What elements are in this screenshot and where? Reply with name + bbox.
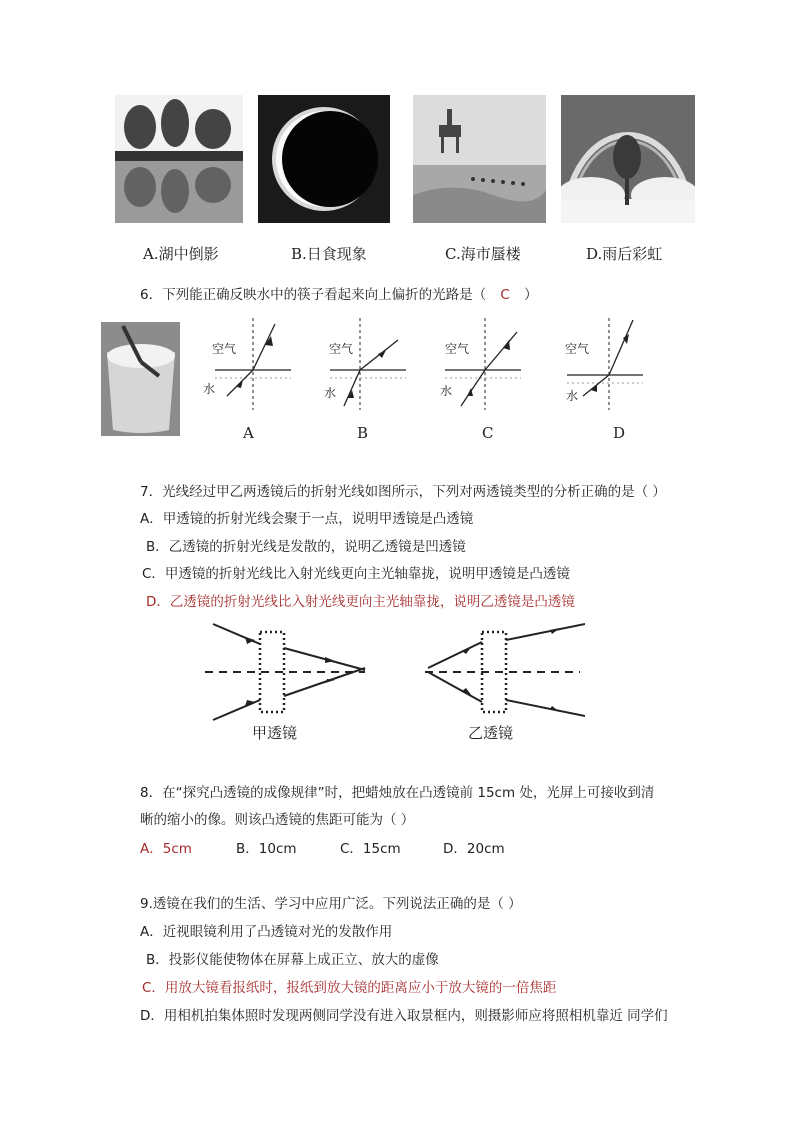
lens-a-diagram: [205, 624, 365, 720]
q6-answer: C: [500, 287, 510, 303]
caption-c: C.海市蜃楼: [445, 245, 521, 263]
q9-option-c: C．用放大镜看报纸时，报纸到放大镜的距离应小于放大镜的一倍焦距: [142, 980, 557, 996]
q6-close: ）: [524, 287, 538, 303]
diagram-b: [330, 318, 406, 410]
q9-question: 9.透镜在我们的生活、学习中应用广泛。下列说法正确的是（ ）: [140, 896, 522, 912]
diagram-label-a: A: [243, 424, 254, 442]
photo-solar-eclipse: [258, 95, 390, 223]
lens-b-diagram: [425, 624, 585, 716]
q9-option-a: A．近视眼镜利用了凸透镜对光的发散作用: [140, 924, 393, 940]
diagram-label-b: B: [357, 424, 369, 442]
caption-d: D.雨后彩虹: [586, 245, 663, 263]
q8-option-d: D．20cm: [443, 841, 505, 857]
diagram-d-water: 水: [566, 389, 579, 403]
q7-option-a: A．甲透镜的折射光线会聚于一点，说明甲透镜是凸透镜: [140, 511, 474, 527]
q7-option-d: D．乙透镜的折射光线比入射光线更向主光轴靠拢，说明乙透镜是凸透镜: [146, 594, 575, 610]
diagram-b-air: 空气: [329, 342, 354, 356]
diagram-c-water: 水: [440, 384, 453, 398]
lens-diagrams: [205, 620, 585, 725]
photo-rainbow: [561, 95, 695, 223]
lens-a-label: 甲透镜: [252, 724, 298, 742]
q6-question-text: 6．下列能正确反映水中的筷子看起来向上偏折的光路是（: [140, 287, 487, 303]
diagram-a-water: 水: [203, 382, 216, 396]
photo-chopstick-cup: [101, 322, 180, 436]
q6-question: [140, 283, 538, 303]
diagram-a: [215, 318, 291, 410]
diagram-c-air: 空气: [445, 342, 470, 356]
q9-option-d: D．用相机拍集体照时发现两侧同学没有进入取景框内，则摄影师应将照相机靠近 同学们: [140, 1008, 668, 1024]
diagram-a-air: 空气: [212, 342, 237, 356]
caption-b: B.日食现象: [291, 245, 367, 263]
q8-line1: 8．在“探究凸透镜的成像规律”时，把蜡烛放在凸透镜前 15cm 处，光屏上可接收到清: [140, 785, 655, 801]
caption-a: A.湖中倒影: [143, 245, 219, 263]
refraction-diagrams: [195, 310, 675, 420]
diagram-d: [567, 318, 643, 410]
q8-option-c: C．15cm: [340, 841, 401, 857]
lens-b-label: 乙透镜: [468, 724, 514, 742]
diagram-c: [445, 318, 521, 410]
q7-option-b: B．乙透镜的折射光线是发散的，说明乙透镜是凹透镜: [146, 539, 466, 555]
photo-lake-reflection: [115, 95, 243, 223]
q8-option-a: A．5cm: [140, 841, 192, 857]
diagram-label-c: C: [482, 424, 494, 442]
q9-option-b: B．投影仪能使物体在屏幕上成正立、放大的虚像: [146, 952, 439, 968]
q7-option-c: C．甲透镜的折射光线比入射光线更向主光轴靠拢，说明甲透镜是凸透镜: [142, 566, 570, 582]
diagram-b-water: 水: [324, 386, 337, 400]
q8-line2: 晰的缩小的像。则该凸透镜的焦距可能为（ ）: [140, 812, 415, 828]
photo-mirage: [413, 95, 546, 223]
q7-question: 7．光线经过甲乙两透镜后的折射光线如图所示，下列对两透镜类型的分析正确的是（ ）: [140, 484, 666, 500]
diagram-label-d: D: [613, 424, 626, 442]
diagram-d-air: 空气: [565, 342, 590, 356]
q8-option-b: B．10cm: [236, 841, 297, 857]
